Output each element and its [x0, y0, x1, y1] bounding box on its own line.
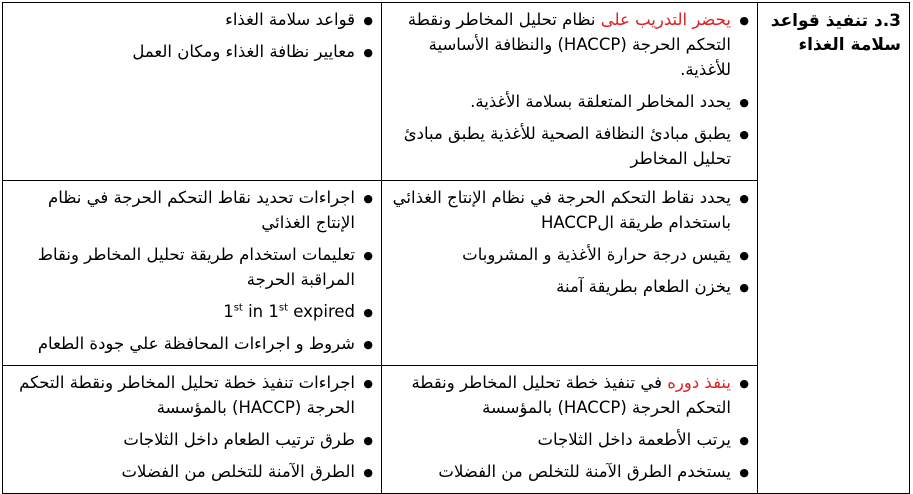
item-text: يرتب الأطعمة داخل الثلاجات — [537, 430, 731, 449]
performance-criteria-cell — [382, 366, 758, 494]
list-item — [11, 242, 373, 292]
list-item — [11, 299, 373, 324]
list-item — [390, 274, 749, 299]
list-item — [11, 427, 373, 452]
list-item — [390, 121, 749, 171]
highlight-text: ينفذ دوره — [667, 373, 731, 392]
item-text: شروط و اجراءات المحافظة علي جودة الطعام — [37, 334, 355, 353]
highlight-text: يحضر التدريب على — [600, 10, 731, 29]
ordinal-suffix: st — [233, 302, 243, 314]
list-item — [11, 331, 373, 356]
item-text: يطبق مبادئ النظافة الصحية للأغذية يطبق مبادئ تحليل المخاطر — [403, 124, 731, 168]
knowledge-cell — [3, 3, 382, 181]
performance-criteria-cell — [382, 3, 758, 181]
list-item — [11, 370, 373, 420]
tail-text: expired — [288, 302, 355, 321]
item-text: نظام تحليل المخاطر ونقطة التحكم الحرجة (HACCP) والنظافة الأساسية للأغذية. — [407, 10, 731, 79]
item-text: اجراءات تحديد نقاط التحكم الحرجة في نظام الإنتاج الغذائي — [48, 188, 355, 232]
table-row — [3, 3, 910, 181]
connector-text: in — [242, 302, 269, 321]
performance-criteria-cell — [382, 181, 758, 366]
list-item — [11, 39, 373, 64]
list-item — [390, 7, 749, 82]
item-text: اجراءات تنفيذ خطة تحليل المخاطر ونقطة التحكم الحرجة (HACCP) بالمؤسسة — [19, 373, 355, 417]
item-text: طرق ترتيب الطعام داخل الثلاجات — [123, 430, 355, 449]
list-item — [11, 459, 373, 484]
list-item — [390, 242, 749, 267]
unit-number: 3.د — [873, 11, 901, 31]
unit-header-cell — [758, 3, 910, 494]
ordinal-suffix: st — [278, 302, 289, 314]
item-text: معايير نظافة الغذاء ومكان العمل — [132, 42, 355, 61]
food-safety-table — [2, 2, 910, 494]
list-item — [390, 459, 749, 484]
item-text: الطرق الآمنة للتخلص من الفضلات — [121, 462, 355, 481]
list-item — [390, 427, 749, 452]
item-text: يستخدم الطرق الآمنة للتخلص من الفضلات — [438, 462, 731, 481]
item-text: في تنفيذ خطة تحليل المخاطر ونقطة التحكم الحرجة (HACCP) بالمؤسسة — [411, 373, 731, 417]
item-text: يحدد المخاطر المتعلقة بسلامة الأغذية. — [470, 92, 731, 111]
knowledge-cell — [3, 366, 382, 494]
english-text — [223, 299, 355, 324]
item-text: يحدد نقاط التحكم الحرجة في نظام الإنتاج الغذائي باستخدام طريقة الHACCP — [392, 188, 731, 232]
unit-title: تنفيذ قواعد سلامة الغذاء — [770, 11, 901, 55]
list-item — [390, 370, 749, 420]
list-item — [390, 185, 749, 235]
item-text: يخزن الطعام بطريقة آمنة — [556, 277, 731, 296]
list-item — [11, 185, 373, 235]
ordinal-number: 1 — [223, 302, 234, 321]
item-text: يقيس درجة حرارة الأغذية و المشروبات — [462, 245, 731, 264]
knowledge-cell — [3, 181, 382, 366]
ordinal-number: 1 — [268, 302, 279, 321]
list-item — [11, 7, 373, 32]
list-item — [390, 89, 749, 114]
item-text: قواعد سلامة الغذاء — [225, 10, 355, 29]
item-text: تعليمات استخدام طريقة تحليل المخاطر ونقاط المراقبة الحرجة — [37, 245, 355, 289]
